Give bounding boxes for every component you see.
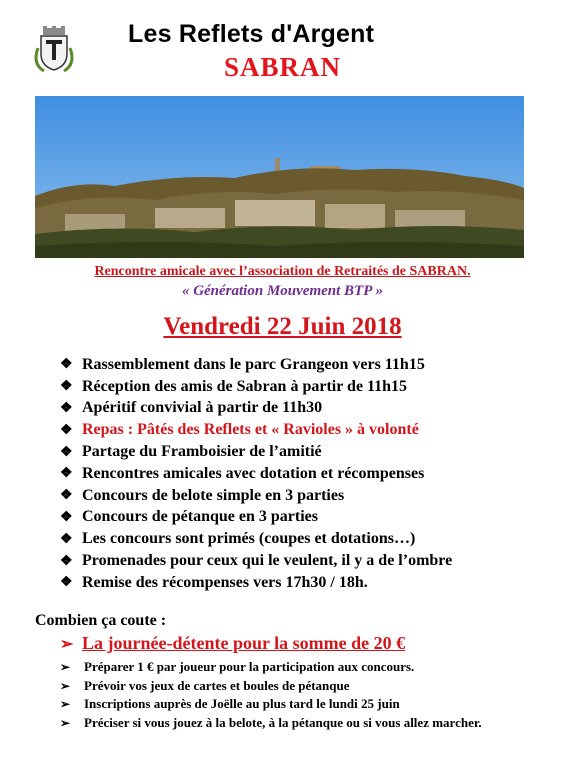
arrow-bullet-icon: ➢ xyxy=(60,697,71,711)
diamond-bullet-icon: ❖ xyxy=(60,575,73,591)
diamond-bullet-icon: ❖ xyxy=(60,422,73,438)
program-item: ❖ Concours de belote simple en 3 parties xyxy=(60,486,345,504)
program-item: ❖ Promenades pour ceux qui le veulent, il y a de l’ombre xyxy=(60,552,453,570)
diamond-bullet-icon: ❖ xyxy=(60,357,73,373)
diamond-bullet-icon: ❖ xyxy=(60,466,73,482)
diamond-bullet-icon: ❖ xyxy=(60,509,73,525)
program-item: ❖ Remise des récompenses vers 17h30 / 18h. xyxy=(60,573,368,591)
village-photo xyxy=(35,96,524,258)
note-item: ➢ Préciser si vous jouez à la belote, à la pétanque ou si vous allez marcher. xyxy=(60,714,530,733)
note-item: ➢ Prévoir vos jeux de cartes et boules de pétanque xyxy=(60,677,530,696)
page-subtitle: SABRAN xyxy=(223,52,342,82)
intro-rencontre: Rencontre amicale avec l’association de Retraités de SABRAN. xyxy=(94,264,471,279)
event-date: Vendredi 22 Juin 2018 xyxy=(163,313,402,340)
page-title: Les Reflets d'Argent xyxy=(128,20,375,48)
notes-list xyxy=(60,658,530,732)
cost-journee-text: La journée-détente pour la somme de 20 € xyxy=(82,633,406,653)
program-item: ❖ Concours de pétanque en 3 parties xyxy=(60,508,319,526)
cost-journee xyxy=(60,633,405,654)
diamond-bullet-icon: ❖ xyxy=(60,531,73,547)
arrow-bullet-icon: ➢ xyxy=(60,635,74,653)
arrow-bullet-icon: ➢ xyxy=(60,660,71,674)
diamond-bullet-icon: ❖ xyxy=(60,553,73,569)
program-item: ❖ Repas : Pâtés des Reflets et « Ravioles » à volonté xyxy=(60,421,419,439)
note-item: ➢ Inscriptions auprès de Joëlle au plus tard le lundi 25 juin xyxy=(60,695,530,714)
diamond-bullet-icon: ❖ xyxy=(60,379,73,395)
diamond-bullet-icon: ❖ xyxy=(60,488,73,504)
intro-generation: « Génération Mouvement BTP » xyxy=(181,283,384,299)
diamond-bullet-icon: ❖ xyxy=(60,400,73,416)
program-item: ❖ Apéritif convivial à partir de 11h30 xyxy=(60,399,323,417)
program-list xyxy=(60,354,452,594)
arrow-bullet-icon: ➢ xyxy=(60,715,71,730)
note-item: ➢ Préparer 1 € par joueur pour la participation aux concours. xyxy=(60,658,530,677)
program-item: ❖ Rassemblement dans le parc Grangeon vers 11h15 xyxy=(60,355,425,373)
program-item: ❖ Les concours sont primés (coupes et dotations…) xyxy=(60,530,416,548)
program-item: ❖ Rencontres amicales avec dotation et récompenses xyxy=(60,464,425,482)
program-item: ❖ Réception des amis de Sabran à partir de 11h15 xyxy=(60,377,408,395)
cost-title: Combien ça coute : xyxy=(35,612,167,629)
diamond-bullet-icon: ❖ xyxy=(60,444,73,460)
program-item: ❖ Partage du Framboisier de l’amitié xyxy=(60,443,322,461)
arrow-bullet-icon: ➢ xyxy=(60,678,71,693)
